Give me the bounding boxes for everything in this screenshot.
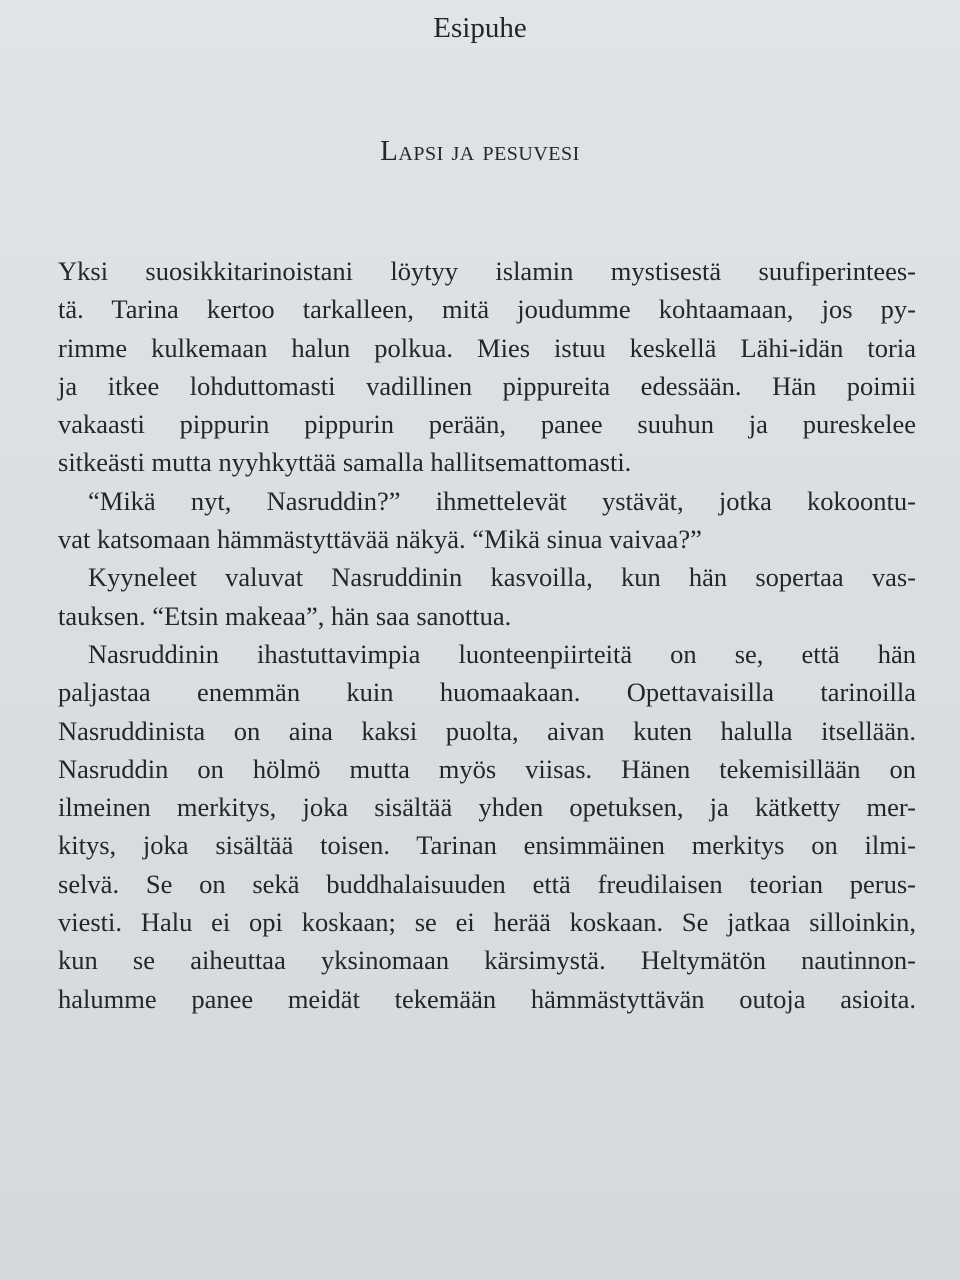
text-line: Nasruddinin ihastuttavimpia luonteenpiirteitä on se, että hän [88,638,916,669]
text-line: ilmeinen merkitys, joka sisältää yhden opetuksen, ja kätketty mer- [58,792,916,823]
text-line: Nasruddin on hölmö mutta myös viisas. Hänen tekemisillään on [58,753,916,784]
text-line: ja itkee lohduttomasti vadillinen pippureita edessään. Hän poimii [58,370,916,401]
text-line: “Mikä nyt, Nasruddin?” ihmettelevät ystävät, jotka kokoontu- [88,485,916,516]
text-line: vat katsomaan hämmästyttävää näkyä. “Mikä sinua vaivaa?” [58,524,702,555]
text-line: paljastaa enemmän kuin huomaakaan. Opettavaisilla tarinoilla [58,677,916,708]
text-line: vakaasti pippurin pippurin perään, panee suuhun ja pureskelee [58,409,916,440]
chapter-title: Lapsi ja pesuvesi [380,135,580,167]
text-line: kitys, joka sisältää toisen. Tarinan ensimmäinen merkitys on ilmi- [58,830,916,861]
text-line: Kyyneleet valuvat Nasruddinin kasvoilla, kun hän sopertaa vas- [88,562,916,593]
body-text [58,252,916,1018]
text-line: tä. Tarina kertoo tarkalleen, mitä joudumme kohtaamaan, jos py- [58,294,916,325]
text-line: Yksi suosikkitarinoistani löytyy islamin mystisestä suufiperintees- [58,256,916,286]
text-line: selvä. Se on sekä buddhalaisuuden että freudilaisen teorian perus- [58,868,916,899]
paragraph [58,635,916,1018]
running-header: Esipuhe [433,12,527,44]
text-line: Nasruddinista on aina kaksi puolta, aivan kuten halulla itsellään. [58,715,916,746]
text-line: viesti. Halu ei opi koskaan; se ei herää koskaan. Se jatkaa silloinkin, [58,907,916,938]
paragraph [58,558,916,635]
paragraph [58,252,916,482]
paragraph [58,482,916,559]
text-line: kun se aiheuttaa yksinomaan kärsimystä. Heltymätön nautinnon- [58,945,916,976]
text-line: sitkeästi mutta nyyhkyttää samalla hallitsemattomasti. [58,447,632,478]
text-line: tauksen. “Etsin makeaa”, hän saa sanottua. [58,600,512,631]
text-line: rimme kulkemaan halun polkua. Mies istuu keskellä Lähi-idän toria [58,332,916,363]
text-line: halumme panee meidät tekemään hämmästyttävän outoja asioita. [58,983,916,1014]
